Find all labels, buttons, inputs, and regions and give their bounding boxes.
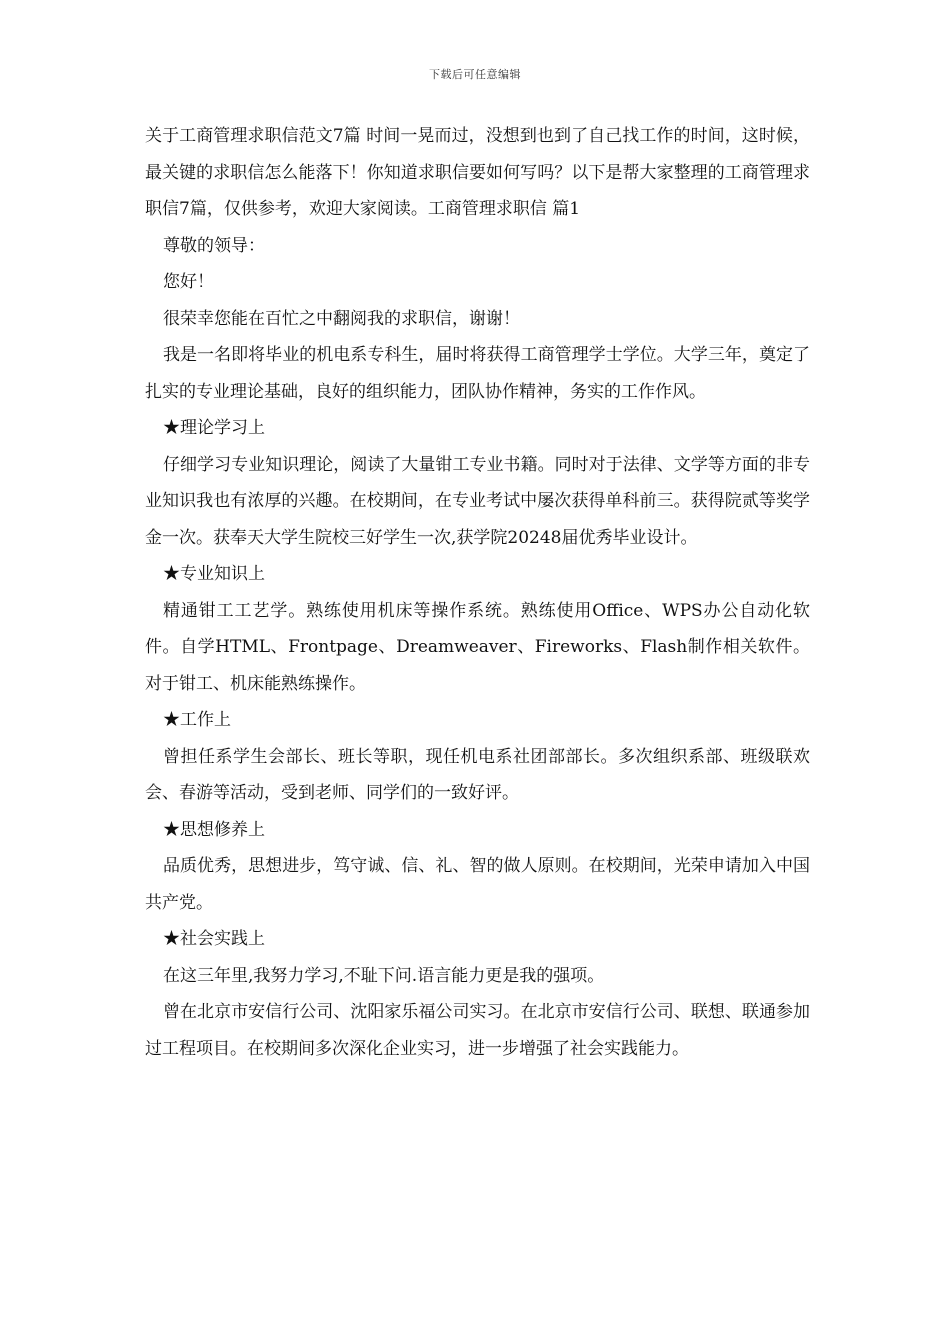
section-heading-professional: ★专业知识上 bbox=[163, 564, 265, 584]
section-heading-work: ★工作上 bbox=[163, 710, 231, 730]
practice-paragraph-1: 在这三年里,我努力学习,不耻下问.语言能力更是我的强项。 bbox=[163, 965, 605, 986]
self-intro-paragraph: 我是一名即将毕业的机电系专科生，届时将获得工商管理学士学位。大学三年，奠定了扎实的专业理论基础，良好的组织能力，团队协作精神，务实的工作作风。 bbox=[145, 345, 810, 402]
thanks-paragraph: 很荣幸您能在百忙之中翻阅我的求职信，谢谢！ bbox=[163, 308, 520, 329]
section-heading-ideology: ★思想修养上 bbox=[163, 819, 265, 840]
intro-paragraph: 关于工商管理求职信范文7篇 时间一晃而过，没想到也到了自己找工作的时间，这时候，最关键的求职信怎么能落下！你知道求职信要如何写吗？以下是帮大家整理的工商管理求职信7篇，仅供参考，欢迎大家阅读。工商管理求职信 篇1 bbox=[145, 126, 810, 219]
salutation: 尊敬的领导： bbox=[163, 235, 265, 256]
work-paragraph: 曾担任系学生会部长、班长等职，现任机电系社团部部长。多次组织系部、班级联欢会、春游等活动，受到老师、同学们的一致好评。 bbox=[145, 746, 810, 803]
section-heading-theory: ★理论学习上 bbox=[163, 418, 265, 438]
theory-paragraph: 仔细学习专业知识理论，阅读了大量钳工专业书籍。同时对于法律、文学等方面的非专业知识我也有浓厚的兴趣。在校期间，在专业考试中屡次获得单科前三。获得院贰等奖学金一次。获奉天大学生院校三好学生一次,获学院20248届优秀毕业设计。 bbox=[145, 454, 810, 548]
greeting: 您好！ bbox=[163, 272, 214, 292]
page-header: 下载后可任意编辑 bbox=[429, 68, 521, 81]
section-heading-practice: ★社会实践上 bbox=[163, 929, 265, 949]
practice-paragraph-2: 曾在北京市安信行公司、沈阳家乐福公司实习。在北京市安信行公司、联想、联通参加过工程项目。在校期间多次深化企业实习，进一步增强了社会实践能力。 bbox=[145, 1002, 810, 1059]
document-body bbox=[145, 118, 810, 1067]
ideology-paragraph: 品质优秀，思想进步，笃守诚、信、礼、智的做人原则。在校期间，光荣申请加入中国共产党。 bbox=[145, 856, 810, 913]
professional-paragraph: 精通钳工工艺学。熟练使用机床等操作系统。熟练使用Office、WPS办公自动化软件。自学HTML、Frontpage、Dreamweaver、Fireworks、Flash制作相关软件。对于钳工、机床能熟练操作。 bbox=[145, 600, 810, 694]
